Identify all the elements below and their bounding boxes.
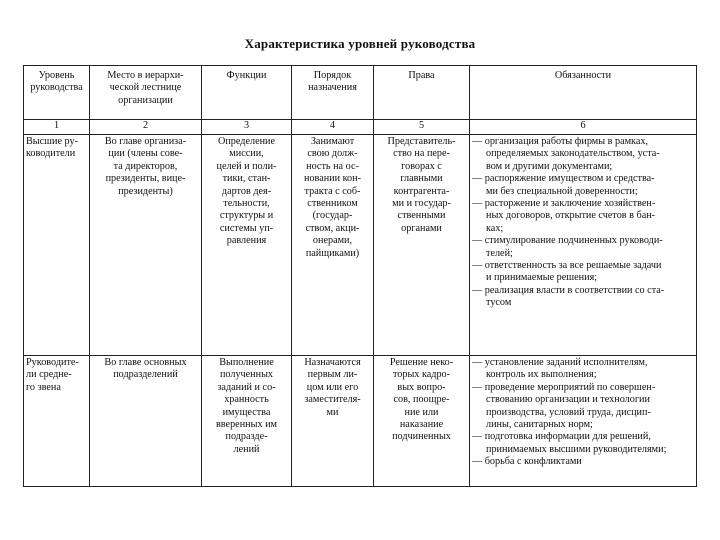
cell-line: наказание bbox=[399, 419, 444, 431]
column-number: 1 bbox=[24, 120, 90, 135]
duty-continuation: телей; bbox=[486, 247, 513, 259]
cell-line: назначения bbox=[308, 82, 357, 94]
duty-item: — ответственность за все решаемые задачи bbox=[472, 260, 662, 272]
cell-line: ством, акци- bbox=[305, 222, 360, 234]
column-number: 3 bbox=[202, 120, 292, 135]
cell-line: президенты, вице- bbox=[105, 173, 186, 185]
cell-line: Во главе организа- bbox=[104, 136, 187, 147]
duty-continuation: ных договоров, открытие счетов в бан- bbox=[486, 210, 656, 222]
duty-continuation: тусом bbox=[486, 297, 512, 309]
cell-line: главными bbox=[400, 173, 443, 185]
cell-line: первым ли- bbox=[307, 369, 358, 381]
cell-functions bbox=[202, 135, 292, 356]
cell-line: говорах с bbox=[401, 160, 442, 172]
cell-line: Представитель- bbox=[387, 136, 456, 147]
cell-line: заместителя- bbox=[304, 394, 361, 406]
cell-place bbox=[90, 356, 202, 487]
duty-item: — реализация власти в соответствии со ста- bbox=[472, 284, 665, 296]
cell-rights bbox=[374, 356, 470, 487]
cell-line: подразде- bbox=[225, 431, 268, 443]
cell-level bbox=[24, 135, 90, 356]
cell-functions bbox=[202, 356, 292, 487]
cell-line: руководства bbox=[30, 82, 83, 94]
cell-line: равления bbox=[226, 235, 267, 247]
cell-line: Обязанности bbox=[554, 70, 612, 81]
cell-line: цом или его bbox=[306, 381, 359, 393]
cell-duties bbox=[470, 356, 697, 487]
cell-line: тракта с соб- bbox=[304, 185, 361, 197]
document-title: Характеристика уровней руководства bbox=[244, 36, 476, 51]
duty-continuation: вом и другими документами; bbox=[486, 160, 613, 172]
duty-item: — борьба с конфликтами bbox=[472, 456, 582, 468]
column-number-row bbox=[24, 120, 697, 135]
duty-continuation: ках; bbox=[486, 222, 504, 234]
cell-line: ли средне- bbox=[26, 369, 72, 381]
management-levels-table bbox=[23, 65, 697, 487]
duty-item: — проведение мероприятий по совершен- bbox=[472, 381, 656, 393]
duty-continuation: принимаемых высшими руководителями; bbox=[486, 443, 667, 455]
column-number: 5 bbox=[374, 120, 470, 135]
cell-line: торых кадро- bbox=[392, 369, 451, 381]
duty-item: — стимулирование подчиненных руководи- bbox=[472, 235, 663, 247]
duty-continuation: ствованию организации и технологии bbox=[486, 394, 650, 406]
cell-line: Порядок bbox=[313, 70, 352, 81]
duty-continuation: лины, санитарных норм; bbox=[486, 419, 593, 431]
cell-line: контрагента- bbox=[393, 185, 450, 197]
duty-item: — подготовка информации для решений, bbox=[472, 431, 651, 443]
cell-line: миссии, bbox=[229, 148, 264, 160]
table-row bbox=[24, 356, 697, 487]
cell-line: ции (члены сове- bbox=[108, 148, 183, 160]
cell-line: Во главе основных bbox=[104, 357, 187, 368]
cell-level bbox=[24, 356, 90, 487]
duty-continuation: контроль их выполнения; bbox=[486, 369, 597, 381]
cell-appointment bbox=[292, 356, 374, 487]
cell-line: онерами, bbox=[312, 235, 353, 247]
cell-line: заданий и со- bbox=[217, 381, 276, 393]
cell-line: (государ- bbox=[312, 210, 353, 222]
cell-line: системы уп- bbox=[219, 222, 274, 234]
cell-line: Выполнение bbox=[219, 357, 274, 368]
cell-line: Определение bbox=[217, 136, 276, 147]
duty-item: — установление заданий исполнителям, bbox=[472, 357, 648, 368]
duty-item: — организация работы фирмы в рамках, bbox=[472, 136, 649, 147]
duty-continuation: и принимаемые решения; bbox=[486, 272, 598, 284]
cell-line: хранность bbox=[224, 394, 269, 406]
cell-line: подразделений bbox=[113, 369, 178, 381]
cell-line: новании кон- bbox=[303, 173, 361, 185]
cell-line: лений bbox=[233, 443, 260, 455]
cell-duties bbox=[470, 135, 697, 356]
cell-line: Высшие ру- bbox=[26, 136, 78, 147]
cell-line: сов, поощре- bbox=[393, 394, 450, 406]
duty-item: — расторжение и заключение хозяйствен- bbox=[472, 198, 656, 210]
header-appointment bbox=[292, 66, 374, 120]
table-row bbox=[24, 135, 697, 356]
cell-line: Функции bbox=[226, 70, 267, 81]
duty-item: — распоряжение имуществом и средства- bbox=[472, 173, 655, 185]
header-row bbox=[24, 66, 697, 120]
duty-continuation: ми без специальной доверенности; bbox=[486, 185, 638, 197]
header-duties bbox=[470, 66, 697, 120]
cell-line: ность на ос- bbox=[306, 160, 359, 172]
cell-line: Решение неко- bbox=[389, 357, 454, 368]
cell-rights bbox=[374, 135, 470, 356]
cell-appointment bbox=[292, 135, 374, 356]
cell-line: пайщиками) bbox=[305, 247, 360, 259]
cell-line: ние или bbox=[404, 406, 439, 418]
cell-line: дартов дея- bbox=[221, 185, 272, 197]
cell-place bbox=[90, 135, 202, 356]
duty-continuation: производства, условий труда, дисцип- bbox=[486, 406, 651, 418]
cell-line: ми bbox=[326, 406, 339, 418]
cell-line: Права bbox=[408, 70, 435, 81]
cell-line: организации bbox=[118, 94, 173, 106]
cell-line: ство на пере- bbox=[393, 148, 450, 160]
column-number: 4 bbox=[292, 120, 374, 135]
header-level bbox=[24, 66, 90, 120]
cell-line: Место в иерархи- bbox=[107, 70, 184, 81]
cell-line: та директоров, bbox=[113, 160, 178, 172]
cell-line: полученных bbox=[219, 369, 274, 381]
header-functions bbox=[202, 66, 292, 120]
cell-line: вверенных им bbox=[216, 419, 277, 431]
cell-line: ководители bbox=[26, 148, 76, 160]
header-place bbox=[90, 66, 202, 120]
cell-line: Руководите- bbox=[26, 357, 79, 368]
duty-continuation: определяемых законодательством, уста- bbox=[486, 148, 660, 160]
cell-line: го звена bbox=[26, 381, 61, 393]
cell-line: тельности, bbox=[223, 198, 270, 210]
cell-line: Занимают bbox=[310, 136, 355, 147]
cell-line: президенты) bbox=[118, 185, 173, 197]
cell-line: структуры и bbox=[219, 210, 274, 222]
column-number: 2 bbox=[90, 120, 202, 135]
cell-line: ческой лестнице bbox=[109, 82, 182, 94]
cell-line: Уровень bbox=[38, 70, 75, 81]
cell-line: тики, стан- bbox=[222, 173, 271, 185]
cell-line: целей и поли- bbox=[216, 160, 277, 172]
cell-line: ми и государ- bbox=[392, 198, 451, 210]
cell-line: Назначаются bbox=[304, 357, 361, 368]
cell-line: вых вопро- bbox=[397, 381, 446, 393]
cell-line: свою долж- bbox=[307, 148, 358, 160]
cell-line: ственными bbox=[397, 210, 446, 222]
header-rights bbox=[374, 66, 470, 120]
cell-line: органами bbox=[401, 222, 442, 234]
cell-line: имущества bbox=[222, 406, 271, 418]
column-number: 6 bbox=[470, 120, 697, 135]
cell-line: подчиненных bbox=[392, 431, 451, 443]
cell-line: ственником bbox=[307, 198, 358, 210]
